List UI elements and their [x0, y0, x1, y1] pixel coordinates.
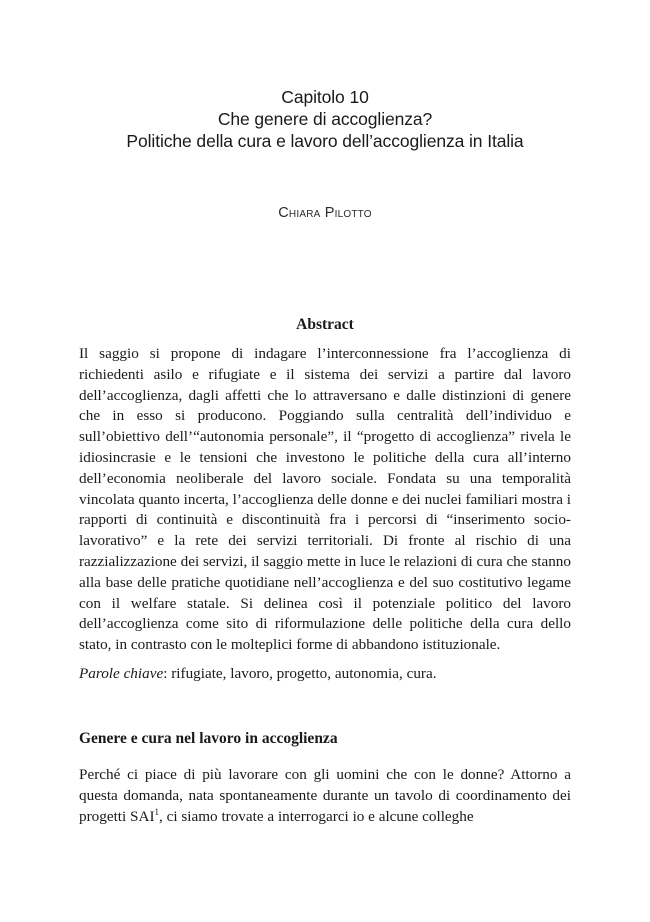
- section-text-before-note: Perché ci piace di più lavorare con gli uomini che con le donne? Attorno a questa domanda, nata spontaneamente durante un tavolo di coordinamento dei progetti SAI: [79, 766, 571, 825]
- abstract-heading: Abstract: [296, 316, 354, 333]
- author-name: Chiara Pilotto: [278, 205, 372, 221]
- keywords-label: Parole chiave: [79, 665, 164, 682]
- keywords-separator: :: [163, 665, 172, 682]
- chapter-number: Capitolo 10: [281, 87, 369, 107]
- section-heading: Genere e cura nel lavoro in accoglienza: [79, 730, 338, 747]
- chapter-title-line-2: Politiche della cura e lavoro dell’accoglienza in Italia: [126, 131, 524, 151]
- section-text-after-note: , ci siamo trovate a interrogarci io e alcune colleghe: [159, 807, 474, 825]
- keywords-values: rifugiate, lavoro, progetto, autonomia, cura.: [171, 665, 437, 682]
- footnote-reference[interactable]: 1: [154, 806, 160, 817]
- abstract-body: Il saggio si propone di indagare l’interconnessione fra l’accoglienza di richiedenti asilo e rifugiate e il sistema dei servizi a partire dal lavoro dell’accoglienza, dagli affetti che lo attraversano e dalle distinzioni di genere che in esso si producono. Poggiando sulla centralità dell’individuo e sull’obiettivo dell’“autonomia personale”, il “progetto di accoglienza” rivela le idiosincrasie e le tensioni che investono le politiche della cura all’interno dell’economia neoliberale del lavoro sociale. Fondata su una temporalità vincolata quanto incerta, l’accoglienza delle donne e dei nuclei familiari mostra i rapporti di continuità e discontinuità fra i percorsi di “inserimento socio-lavorativo” e la rete dei servizi territoriali. Di fronte al rischio di una razzializzazione dei servizi, il saggio mette in luce le relazioni di cura che stanno alla base delle pratiche quotidiane nell’accoglienza e del suo costitutivo legame con il welfare statale. Si delinea così il potenziale politico del lavoro dell’accoglienza come sito di riformulazione delle politiche della cura dello stato, in contrasto con le molteplici forme di abbandono istituzionale.: [79, 345, 571, 654]
- section-body: [79, 765, 571, 827]
- keywords-line: [79, 664, 571, 685]
- chapter-title-line-1: Che genere di accoglienza?: [217, 109, 433, 129]
- chapter-heading: [40, 86, 610, 152]
